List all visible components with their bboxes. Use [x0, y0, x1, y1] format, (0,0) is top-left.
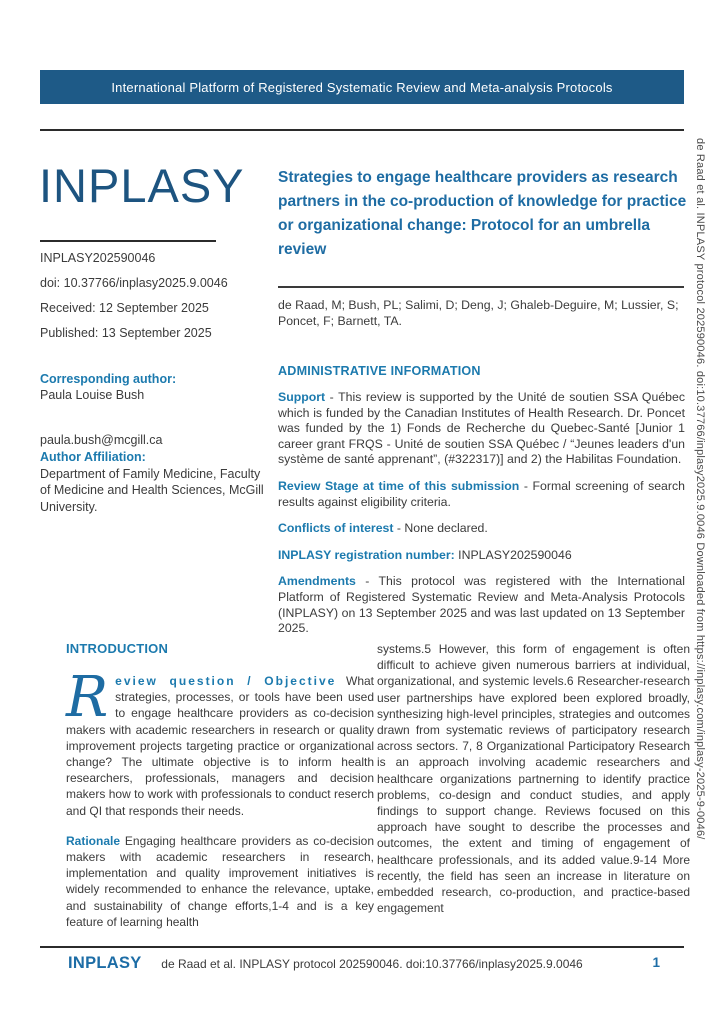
review-stage-text: Formal screening of search results against eligibility criteria. — [278, 478, 685, 509]
authors-divider — [278, 286, 684, 288]
introduction-heading: INTRODUCTION — [66, 641, 169, 656]
dropcap-r: R — [66, 665, 109, 730]
review-stage-label: Review Stage at time of this submission — [278, 478, 520, 493]
header-divider — [40, 129, 684, 131]
admin-item-review-stage — [278, 479, 685, 510]
registration-block — [40, 250, 278, 350]
authors-list: de Raad, M; Bush, PL; Salimi, D; Deng, J; Ghaleb-Deguire, M; Lussier, S; Poncet, F; Barnett, TA. — [278, 298, 679, 328]
registration-id: INPLASY202590046 — [40, 251, 156, 265]
corresponding-author-block — [40, 371, 278, 448]
rationale-paragraph — [66, 833, 374, 930]
registration-published: Published: 13 September 2025 — [40, 326, 212, 340]
logo-divider — [40, 240, 216, 242]
support-sep: - — [325, 390, 339, 404]
amendments-text: This protocol was registered with the International Platform of Registered Systematic Review and Meta-Analysis Protocols (INPLASY) on 13 September 2025 and was last updated on 13 September 2025. — [278, 574, 685, 636]
review-question-text: What strategies, processes, or tools have been used to engage healthcare providers as co-decision makers with academic researchers in research or quality improvement projects targeting practice or organizational change? The ultimate objective is to inform health researchers, professionals, managers and decision makers how to work with professionals to conduct reserch and QI that responds their needs. — [66, 674, 374, 818]
introduction-right-column: systems.5 However, this form of engagement is often difficult to achieve given numerous barriers at individual, organizational, and systemic levels.6 Researcher-research user partnerships have explored been explored broadly, synthesizing high-level principles, strategies and outcomes drawn from systematic reviews of participatory research across sectors. 7, 8 Organizational Participatory Research is an approach involving academic researchers and healthcare organizations partnerning to identify practice problems, co-design and conduct studies, and apply findings to support change. Reviews focused on this approach have sought to describe the processes and outcomes, the extent and timing of engagement of healthcare professionals, and its added value.9-14 More recently, the field has seen an increase in literature on embedded research, co-production, and practice-based engagement — [377, 642, 690, 916]
registration-number-label: INPLASY registration number: — [278, 547, 455, 562]
platform-banner-text: International Platform of Registered Systematic Review and Meta-analysis Protocols — [111, 79, 613, 95]
author-affiliation-label: Author Affiliation: — [40, 450, 146, 464]
footer-citation: de Raad et al. INPLASY protocol 202590046. doi:10.37766/inplasy2025.9.0046 — [161, 957, 583, 971]
amendments-sep: - — [355, 574, 379, 589]
rationale-label: Rationale — [66, 833, 121, 848]
amendments-label: Amendments — [278, 574, 356, 589]
introduction-left-column — [66, 641, 374, 930]
conflicts-text: None declared. — [404, 521, 488, 536]
author-affiliation-block — [40, 449, 270, 515]
footer-brand: INPLASY — [68, 954, 142, 972]
admin-item-conflicts — [278, 521, 685, 537]
registration-received: Received: 12 September 2025 — [40, 301, 209, 315]
article-title: Strategies to engage healthcare providers as research partners in the co-production of knowledge for practice or organizational change: Protocol for an umbrella review — [278, 169, 687, 258]
platform-banner — [40, 70, 684, 104]
inplasy-logo: INPLASY — [39, 159, 245, 212]
admin-item-support — [278, 390, 685, 468]
author-affiliation-text: Department of Family Medicine, Faculty of Medicine and Health Sciences, McGill University. — [40, 466, 264, 514]
admin-item-registration-number — [278, 548, 685, 564]
registration-number-text: INPLASY202590046 — [458, 547, 572, 562]
corresponding-author-email: paula.bush@mcgill.ca — [40, 433, 163, 447]
support-text: This review is supported by the Unité de soutien SSA Québec which is funded by the Canadian Institutes of Health Research. Dr. Poncet was funded by the 1) Fonds de Recherche du Quebec-Santé [Junior 1 career grant FRQS - Unité de soutien SSA Québec / “Jeunes leaders d'un système de santé apprenant”, (#322317)] and 2) the Habilitas Foundation. — [278, 390, 685, 467]
admin-item-amendments — [278, 574, 685, 636]
review-stage-sep: - — [519, 478, 533, 493]
registration-doi: doi: 10.37766/inplasy2025.9.0046 — [40, 276, 228, 290]
footer-divider — [40, 946, 684, 948]
administrative-information-heading: ADMINISTRATIVE INFORMATION — [278, 364, 481, 378]
administrative-information-section — [278, 364, 685, 648]
review-question-paragraph — [66, 665, 374, 819]
corresponding-author-name: Paula Louise Bush — [40, 388, 145, 402]
sidebar-citation-vertical: de Raad et al. INPLASY protocol 202590046. doi:10.37766/inplasy2025.9.0046 Downloaded from https://inplasy.com/inplasy-2025-9-0046/ — [694, 138, 706, 840]
conflicts-label: Conflicts of interest — [278, 521, 394, 536]
support-label: Support — [278, 390, 326, 404]
footer-page-number: 1 — [652, 955, 660, 970]
corresponding-author-label: Corresponding author: — [40, 372, 177, 386]
conflicts-sep: - — [393, 521, 405, 536]
review-question-label: eview question / Objective — [115, 674, 337, 688]
rationale-text: Engaging healthcare providers as co-decision makers with academic researchers in research, implementation and quality improvement initiatives is widely recommended to enhance the relevance, uptake, and sustainability of change efforts,1-4 and is a key feature of learning health — [66, 833, 374, 929]
